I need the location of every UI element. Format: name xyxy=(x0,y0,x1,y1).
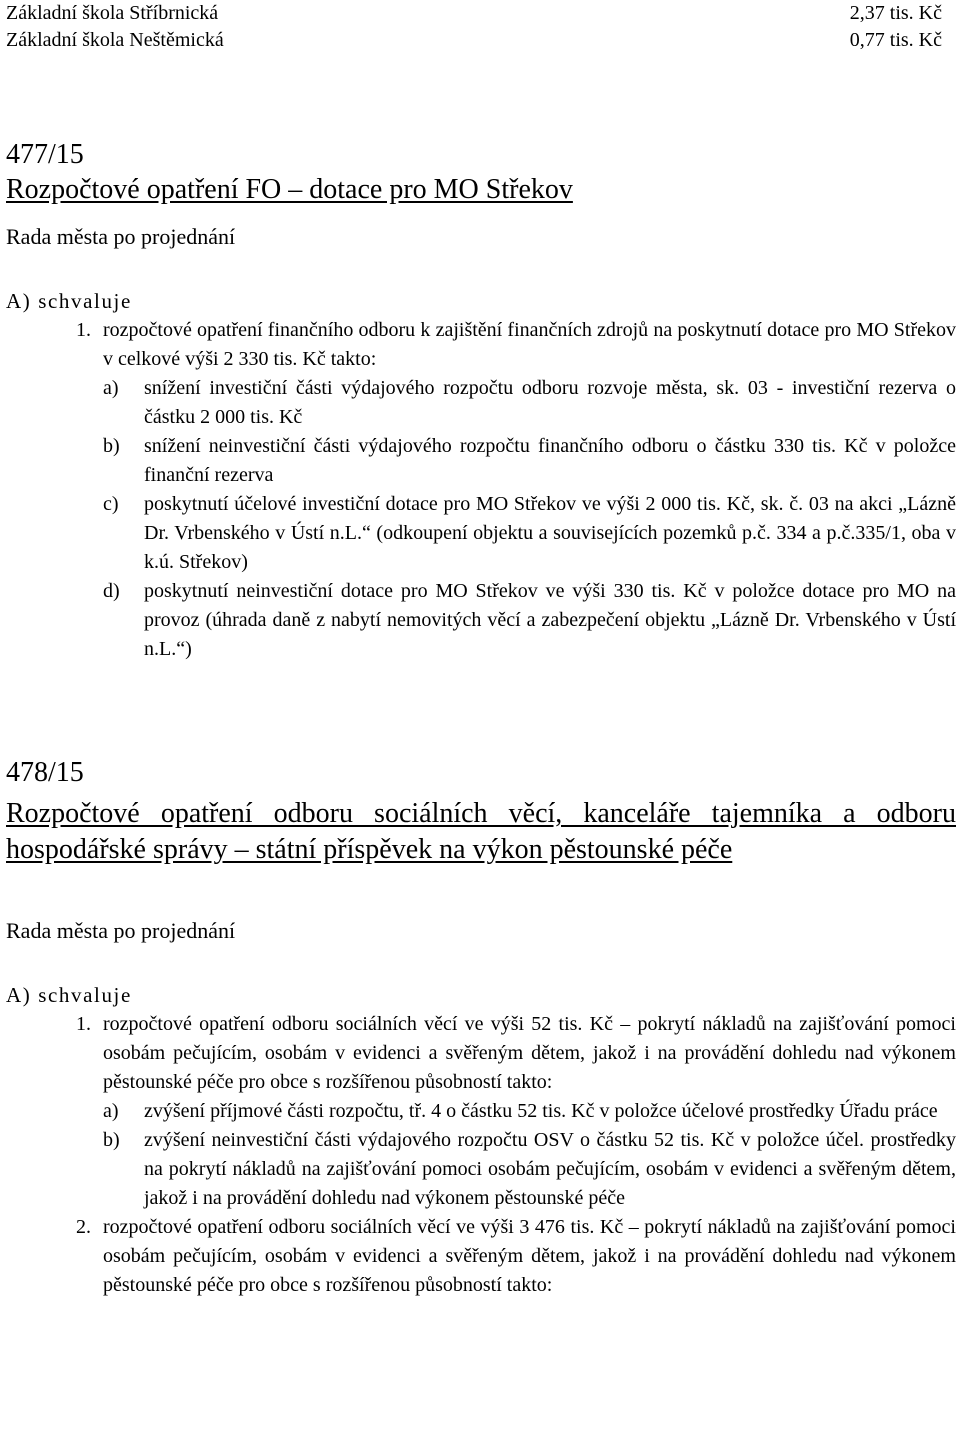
sub-item-text: poskytnutí neinvestiční dotace pro MO Střekov ve výši 330 tis. Kč v položce dotace pro MO na provoz (úhrada daně z nabytí nemovitých věcí a zabezpečení objektu „Lázně Dr. Vrbenského v Ústí n.L.“) xyxy=(144,580,956,660)
item-text: rozpočtové opatření odboru sociálních věcí ve výši 3 476 tis. Kč – pokrytí nákladů na zajišťování pomoci osobám pečujícím, osobám v evidenci a svěřeným dětem, jakož i na provádění dohledu nad výkonem pěstounské péče pro obce s rozšířenou působností takto: xyxy=(103,1216,956,1296)
council-intro: Rada města po projednání xyxy=(6,224,236,249)
sub-item xyxy=(103,1097,956,1126)
resolution-number: 477/15 xyxy=(6,139,84,170)
amount-row xyxy=(6,27,956,54)
sub-item-text: zvýšení příjmové části rozpočtu, tř. 4 o částku 52 tis. Kč v položce účelové prostředky Úřadu práce xyxy=(144,1100,938,1122)
item-text: rozpočtové opatření finančního odboru k zajištění finančních zdrojů na poskytnutí dotace pro MO Střekov v celkové výši 2 330 tis. Kč takto: xyxy=(103,319,956,370)
sub-item-text: snížení investiční části výdajového rozpočtu odboru rozvoje města, sk. 03 - investiční rezerva o částku 2 000 tis. Kč xyxy=(144,377,956,428)
sub-item xyxy=(103,490,956,577)
resolution-item xyxy=(6,316,956,664)
sub-item-marker: a) xyxy=(103,377,119,399)
resolution-477 xyxy=(6,138,956,664)
sub-item xyxy=(103,577,956,664)
resolution-item xyxy=(6,1010,956,1213)
school-amount: 0,77 tis. Kč xyxy=(849,29,942,51)
sub-items xyxy=(103,1097,956,1213)
approves-heading: A) schvaluje xyxy=(6,289,132,313)
resolution-478 xyxy=(6,756,956,1300)
school-amount: 2,37 tis. Kč xyxy=(849,2,942,24)
sub-item-marker: a) xyxy=(103,1100,119,1122)
sub-item-marker: b) xyxy=(103,435,120,457)
school-name: Základní škola Stříbrnická xyxy=(6,2,219,24)
sub-item-marker: b) xyxy=(103,1129,120,1151)
resolution-items xyxy=(6,1010,956,1300)
approves-heading: A) schvaluje xyxy=(6,983,132,1007)
resolution-items xyxy=(6,316,956,664)
amount-list xyxy=(6,0,956,54)
sub-item-text: poskytnutí účelové investiční dotace pro MO Střekov ve výši 2 000 tis. Kč, sk. č. 03 na akci „Lázně Dr. Vrbenského v Ústí n.L.“ (odkoupení objektu a souvisejících pozemků p.č. 334 a p.č.335/1, oba v k.ú. Střekov) xyxy=(144,493,956,573)
sub-item xyxy=(103,374,956,432)
item-marker: 1. xyxy=(76,319,91,341)
resolution-item xyxy=(6,1213,956,1300)
item-marker: 1. xyxy=(76,1013,91,1035)
school-name: Základní škola Neštěmická xyxy=(6,29,224,51)
sub-item-marker: c) xyxy=(103,493,119,515)
item-marker: 2. xyxy=(76,1216,91,1238)
sub-items xyxy=(103,374,956,664)
item-text: rozpočtové opatření odboru sociálních věcí ve výši 52 tis. Kč – pokrytí nákladů na zajišťování pomoci osobám pečujícím, osobám v evidenci a svěřeným dětem, jakož i na provádění dohledu nad výkonem pěstounské péče pro obce s rozšířenou působností takto: xyxy=(103,1013,956,1093)
council-intro: Rada města po projednání xyxy=(6,918,236,943)
resolution-title: Rozpočtové opatření odboru sociálních věcí, kanceláře tajemníka a odboru hospodářské správy – státní příspěvek na výkon pěstounské péče xyxy=(6,798,956,865)
sub-item-text: zvýšení neinvestiční části výdajového rozpočtu OSV o částku 52 tis. Kč v položce účel. prostředky na pokrytí nákladů na zajišťování pomoci osobám pečujícím, osobám v evidenci a svěřeným dětem, jakož i na provádění dohledu nad výkonem pěstounské péče xyxy=(144,1129,956,1209)
resolution-title: Rozpočtové opatření FO – dotace pro MO Střekov xyxy=(6,174,573,205)
sub-item xyxy=(103,1126,956,1213)
sub-item-text: snížení neinvestiční části výdajového rozpočtu finančního odboru o částku 330 tis. Kč v položce finanční rezerva xyxy=(144,435,956,486)
resolution-number: 478/15 xyxy=(6,757,84,788)
amount-row xyxy=(6,0,956,27)
sub-item-marker: d) xyxy=(103,580,120,602)
sub-item xyxy=(103,432,956,490)
